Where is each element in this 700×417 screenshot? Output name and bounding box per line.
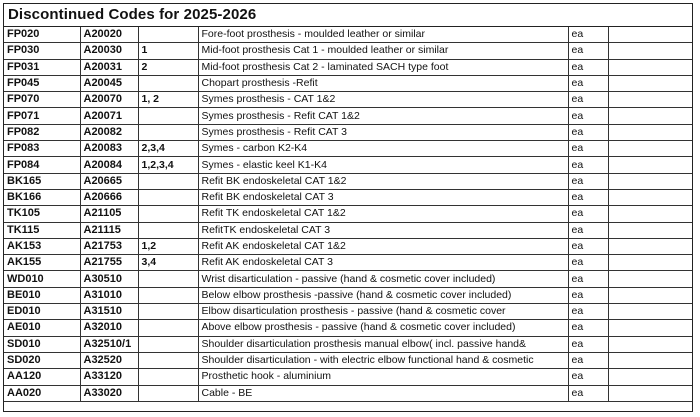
description-cell: Shoulder disarticulation - with electric elbow functional hand & cosmetic <box>198 352 568 368</box>
category-cell <box>138 75 198 91</box>
unit-cell: ea <box>568 255 608 271</box>
old-code-cell: FP083 <box>4 141 80 157</box>
old-code-cell: FP045 <box>4 75 80 91</box>
table-row <box>4 304 692 320</box>
new-code-cell: A20045 <box>80 75 138 91</box>
description-cell: Mid-foot prosthesis Cat 2 - laminated SACH type foot <box>198 59 568 75</box>
description-cell: Chopart prosthesis -Refit <box>198 75 568 91</box>
table-row <box>4 59 692 75</box>
category-cell: 3,4 <box>138 255 198 271</box>
description-cell: Symes prosthesis - Refit CAT 1&2 <box>198 108 568 124</box>
unit-cell: ea <box>568 92 608 108</box>
description-cell: Mid-foot prosthesis Cat 1 - moulded leather or similar <box>198 43 568 59</box>
unit-cell: ea <box>568 124 608 140</box>
blank-cell <box>608 157 692 173</box>
table-row <box>4 189 692 205</box>
category-cell <box>138 385 198 401</box>
table-row <box>4 108 692 124</box>
blank-cell <box>608 352 692 368</box>
description-cell: Symes prosthesis - Refit CAT 3 <box>198 124 568 140</box>
description-cell: Shoulder disarticulation prosthesis manual elbow( incl. passive hand& <box>198 336 568 352</box>
old-code-cell: BK165 <box>4 173 80 189</box>
category-cell <box>138 271 198 287</box>
table-row <box>4 255 692 271</box>
category-cell <box>138 206 198 222</box>
blank-cell <box>608 222 692 238</box>
unit-cell: ea <box>568 157 608 173</box>
category-cell: 1, 2 <box>138 92 198 108</box>
category-cell <box>138 304 198 320</box>
unit-cell: ea <box>568 108 608 124</box>
description-cell: Prosthetic hook - aluminium <box>198 369 568 385</box>
blank-cell <box>608 287 692 303</box>
blank-cell <box>608 141 692 157</box>
old-code-cell: BK166 <box>4 189 80 205</box>
blank-cell <box>608 189 692 205</box>
blank-cell <box>608 238 692 254</box>
category-cell <box>138 189 198 205</box>
category-cell: 2 <box>138 59 198 75</box>
table-row <box>4 238 692 254</box>
table-row <box>4 369 692 385</box>
blank-cell <box>608 92 692 108</box>
old-code-cell: FP070 <box>4 92 80 108</box>
table-row <box>4 157 692 173</box>
description-cell: Symes - carbon K2-K4 <box>198 141 568 157</box>
old-code-cell: AK153 <box>4 238 80 254</box>
table-row <box>4 336 692 352</box>
new-code-cell: A20030 <box>80 43 138 59</box>
blank-cell <box>608 124 692 140</box>
category-cell <box>138 108 198 124</box>
new-code-cell: A21105 <box>80 206 138 222</box>
page-bottom-edge <box>0 412 700 417</box>
old-code-cell: AA020 <box>4 385 80 401</box>
new-code-cell: A21753 <box>80 238 138 254</box>
table-row <box>4 141 692 157</box>
new-code-cell: A33120 <box>80 369 138 385</box>
unit-cell: ea <box>568 304 608 320</box>
old-code-cell: FP071 <box>4 108 80 124</box>
new-code-cell: A20666 <box>80 189 138 205</box>
category-cell: 1,2,3,4 <box>138 157 198 173</box>
old-code-cell: AE010 <box>4 320 80 336</box>
category-cell <box>138 352 198 368</box>
table-row <box>4 222 692 238</box>
table-row <box>4 206 692 222</box>
new-code-cell: A21755 <box>80 255 138 271</box>
old-code-cell: WD010 <box>4 271 80 287</box>
new-code-cell: A20082 <box>80 124 138 140</box>
description-cell: Refit BK endoskeletal CAT 1&2 <box>198 173 568 189</box>
table-row <box>4 92 692 108</box>
unit-cell: ea <box>568 320 608 336</box>
new-code-cell: A20083 <box>80 141 138 157</box>
description-cell: Refit AK endoskeletal CAT 3 <box>198 255 568 271</box>
new-code-cell: A32010 <box>80 320 138 336</box>
old-code-cell: ED010 <box>4 304 80 320</box>
description-cell: Above elbow prosthesis - passive (hand & cosmetic cover included) <box>198 320 568 336</box>
description-cell: Elbow disarticulation prosthesis - passive (hand & cosmetic cover <box>198 304 568 320</box>
unit-cell: ea <box>568 222 608 238</box>
blank-cell <box>608 369 692 385</box>
unit-cell: ea <box>568 369 608 385</box>
table-row <box>4 287 692 303</box>
category-cell: 1 <box>138 43 198 59</box>
old-code-cell: FP084 <box>4 157 80 173</box>
new-code-cell: A30510 <box>80 271 138 287</box>
table-row <box>4 352 692 368</box>
table-row <box>4 124 692 140</box>
description-cell: Wrist disarticulation - passive (hand & cosmetic cover included) <box>198 271 568 287</box>
category-cell <box>138 336 198 352</box>
blank-cell <box>608 75 692 91</box>
old-code-cell: BE010 <box>4 287 80 303</box>
blank-cell <box>608 108 692 124</box>
new-code-cell: A31510 <box>80 304 138 320</box>
old-code-cell: SD010 <box>4 336 80 352</box>
blank-cell <box>608 385 692 401</box>
unit-cell: ea <box>568 27 608 43</box>
new-code-cell: A33020 <box>80 385 138 401</box>
table-row <box>4 75 692 91</box>
unit-cell: ea <box>568 59 608 75</box>
category-cell <box>138 287 198 303</box>
unit-cell: ea <box>568 336 608 352</box>
new-code-cell: A31010 <box>80 287 138 303</box>
old-code-cell: FP082 <box>4 124 80 140</box>
new-code-cell: A20084 <box>80 157 138 173</box>
description-cell: Fore-foot prosthesis - moulded leather or similar <box>198 27 568 43</box>
table-row <box>4 43 692 59</box>
unit-cell: ea <box>568 173 608 189</box>
category-cell: 1,2 <box>138 238 198 254</box>
blank-cell <box>608 304 692 320</box>
description-cell: Refit AK endoskeletal CAT 1&2 <box>198 238 568 254</box>
old-code-cell: AA120 <box>4 369 80 385</box>
blank-cell <box>608 173 692 189</box>
description-cell: Symes prosthesis - CAT 1&2 <box>198 92 568 108</box>
unit-cell: ea <box>568 287 608 303</box>
category-cell <box>138 27 198 43</box>
unit-cell: ea <box>568 189 608 205</box>
unit-cell: ea <box>568 206 608 222</box>
new-code-cell: A21115 <box>80 222 138 238</box>
table-row <box>4 27 692 43</box>
blank-cell <box>608 255 692 271</box>
new-code-cell: A20070 <box>80 92 138 108</box>
unit-cell: ea <box>568 141 608 157</box>
discontinued-codes-sheet <box>3 3 693 412</box>
new-code-cell: A20020 <box>80 27 138 43</box>
table-row <box>4 173 692 189</box>
unit-cell: ea <box>568 43 608 59</box>
blank-cell <box>608 271 692 287</box>
new-code-cell: A20071 <box>80 108 138 124</box>
category-cell <box>138 320 198 336</box>
old-code-cell: FP031 <box>4 59 80 75</box>
unit-cell: ea <box>568 238 608 254</box>
new-code-cell: A20031 <box>80 59 138 75</box>
codes-table <box>4 27 692 402</box>
table-row <box>4 271 692 287</box>
category-cell <box>138 369 198 385</box>
description-cell: Below elbow prosthesis -passive (hand & cosmetic cover included) <box>198 287 568 303</box>
unit-cell: ea <box>568 352 608 368</box>
category-cell <box>138 124 198 140</box>
blank-cell <box>608 59 692 75</box>
category-cell <box>138 173 198 189</box>
old-code-cell: TK105 <box>4 206 80 222</box>
old-code-cell: AK155 <box>4 255 80 271</box>
blank-cell <box>608 336 692 352</box>
sheet-title: Discontinued Codes for 2025-2026 <box>4 4 692 27</box>
category-cell <box>138 222 198 238</box>
blank-cell <box>608 320 692 336</box>
blank-cell <box>608 43 692 59</box>
old-code-cell: FP030 <box>4 43 80 59</box>
unit-cell: ea <box>568 385 608 401</box>
new-code-cell: A32520 <box>80 352 138 368</box>
unit-cell: ea <box>568 271 608 287</box>
table-row <box>4 385 692 401</box>
blank-cell <box>608 206 692 222</box>
blank-cell <box>608 27 692 43</box>
description-cell: Symes - elastic keel K1-K4 <box>198 157 568 173</box>
table-row <box>4 320 692 336</box>
unit-cell: ea <box>568 75 608 91</box>
old-code-cell: FP020 <box>4 27 80 43</box>
new-code-cell: A20665 <box>80 173 138 189</box>
new-code-cell: A32510/1 <box>80 336 138 352</box>
old-code-cell: SD020 <box>4 352 80 368</box>
description-cell: RefitTK endoskeletal CAT 3 <box>198 222 568 238</box>
category-cell: 2,3,4 <box>138 141 198 157</box>
description-cell: Refit TK endoskeletal CAT 1&2 <box>198 206 568 222</box>
description-cell: Cable - BE <box>198 385 568 401</box>
old-code-cell: TK115 <box>4 222 80 238</box>
description-cell: Refit BK endoskeletal CAT 3 <box>198 189 568 205</box>
